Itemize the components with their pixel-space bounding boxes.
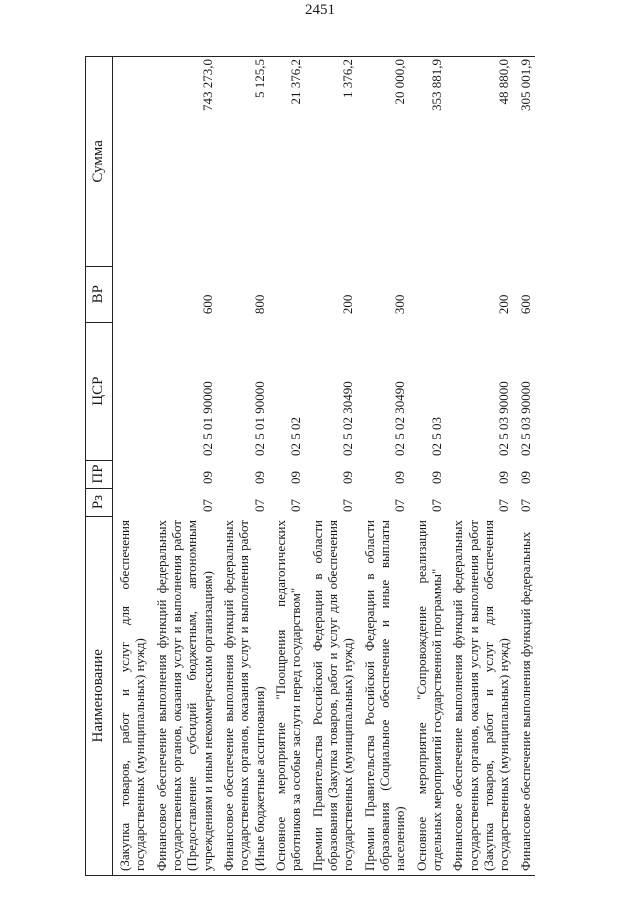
header-sum: Сумма (86, 57, 113, 267)
cell-csr: 02 5 02 30490 (340, 381, 356, 457)
header-csr: ЦСР (86, 322, 113, 460)
cell-vr: 300 (392, 294, 408, 315)
header-name: Наименование (86, 516, 113, 875)
cell-csr (113, 322, 150, 460)
table-row (150, 57, 217, 876)
cell-rz: 07 (199, 499, 215, 513)
cell-sum: 1 376,2 (306, 57, 358, 267)
cell-pr: 09 (392, 471, 408, 485)
cell-vr: 600 (199, 294, 215, 315)
cell-name: Премии Правительства Российской Федерации в области образования (Социальное обеспечение и иные выплаты населению) (358, 516, 410, 875)
cell-pr: 09 (288, 471, 304, 485)
cell-pr: 09 (428, 471, 444, 485)
cell-pr: 09 (496, 471, 512, 485)
cell-rz: 07 (496, 499, 512, 513)
cell-sum: 48 880,0 (446, 57, 513, 267)
table-header-row (86, 57, 113, 876)
cell-sum: 353 881,9 (410, 57, 447, 267)
cell-sum: 743 273,0 (150, 57, 217, 267)
table-row (113, 57, 150, 876)
cell-pr: 09 (340, 471, 356, 485)
cell-csr: 02 5 02 (288, 417, 304, 457)
cell-vr: 200 (496, 294, 512, 315)
header-vr: ВР (86, 266, 113, 322)
cell-rz: 07 (251, 499, 267, 513)
table-row (217, 57, 269, 876)
cell-csr: 02 5 01 90000 (251, 381, 267, 457)
table-row (410, 57, 447, 876)
cell-name: Основное мероприятие "Сопровождение реализации отдельных мероприятий государственной программы" (410, 516, 447, 875)
cell-vr (113, 266, 150, 322)
rotated-page-area (85, 56, 615, 876)
cell-rz: 07 (428, 499, 444, 513)
cell-name: Финансовое обеспечение выполнения функций федеральных государственных органов, оказания услуг и выполнения работ (Предоставление субсидий бюджетным, автономным учреждениям и иным некоммерческим организациям) (150, 516, 217, 875)
cell-pr: 09 (199, 471, 215, 485)
cell-pr (113, 460, 150, 488)
table-row (306, 57, 358, 876)
cell-sum: 21 376,2 (269, 57, 306, 267)
cell-csr: 02 5 02 30490 (392, 381, 408, 457)
cell-name: Основное мероприятие "Поощрения педагогических работников за особые заслуги перед государством" (269, 516, 306, 875)
cell-name: Премии Правительства Российской Федерации в области образования (Закупка товаров, работ и услуг для обеспечения государственных (муниципальных) нужд) (306, 516, 358, 875)
cell-name: (Закупка товаров, работ и услуг для обеспечения государственных (муниципальных) нужд) (113, 516, 150, 875)
cell-csr: 02 5 03 90000 (517, 381, 533, 457)
cell-sum: 20 000,0 (358, 57, 410, 267)
cell-rz: 07 (340, 499, 356, 513)
page-number: 2451 (305, 2, 335, 18)
cell-sum: 5 125,5 (217, 57, 269, 267)
cell-pr: 09 (251, 471, 267, 485)
cell-csr: 02 5 03 90000 (496, 381, 512, 457)
cell-name: Финансовое обеспечение выполнения функций федеральных государственных органов, оказания услуг и выполнения работ (Иные бюджетные ассигнования) (217, 516, 269, 875)
cell-rz (113, 488, 150, 516)
table-row (514, 57, 535, 876)
cell-pr: 09 (517, 471, 533, 485)
cell-name: Финансовое обеспечение выполнения функций федеральных государственных органов, оказания услуг и выполнения работ (Закупка товаров, работ и услуг для обеспечения государственных (муниципальных) нужд) (446, 516, 513, 875)
cell-name: Финансовое обеспечение выполнения функций федеральных (514, 516, 535, 875)
cell-rz: 07 (392, 499, 408, 513)
cell-rz: 07 (288, 499, 304, 513)
cell-rz: 07 (517, 499, 533, 513)
cell-vr: 600 (517, 294, 533, 315)
cell-sum (113, 57, 150, 267)
cell-csr: 02 5 01 90000 (199, 381, 215, 457)
table-row (446, 57, 513, 876)
header-rz: Рз (86, 488, 113, 516)
rotated-sheet (85, 56, 615, 876)
table-row (269, 57, 306, 876)
cell-vr: 800 (251, 294, 267, 315)
cell-vr (269, 266, 306, 322)
cell-sum: 305 001,9 (514, 57, 535, 267)
header-pr: ПР (86, 460, 113, 488)
cell-vr: 200 (340, 294, 356, 315)
cell-csr: 02 5 03 (428, 417, 444, 457)
table-row (358, 57, 410, 876)
budget-table (85, 56, 535, 876)
cell-vr (410, 266, 447, 322)
